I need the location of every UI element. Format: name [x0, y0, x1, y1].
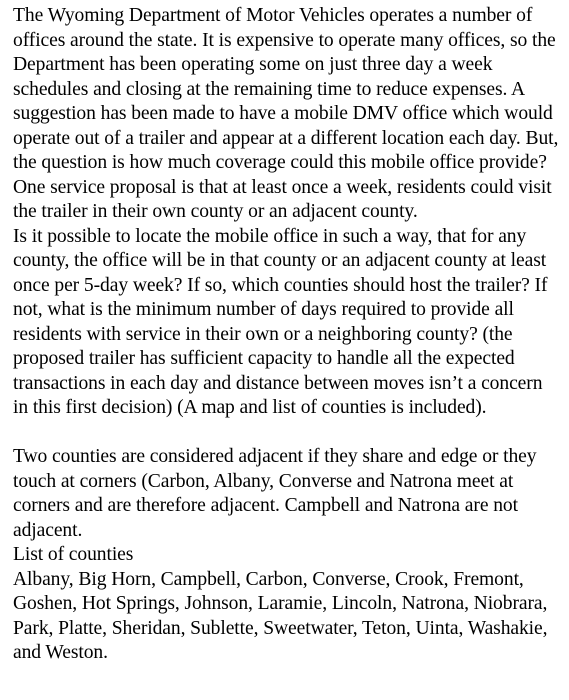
- adjacency-paragraph: Two counties are considered adjacent if they share and edge or they touch at corners (Carbon, Albany, Converse and Natrona meet at corners and are therefore adjacent. Campbell and Natrona are not adjacent.: [13, 446, 537, 541]
- question-paragraph: Is it possible to locate the mobile office in such a way, that for any county, the office will be in that county or an adjacent county at least once per 5-day week? If so, which counties should host the trailer? If not, what is the minimum number of days required to provide all residents with service in their own or a neighboring county? (the proposed trailer has sufficient capacity to handle all the expected transactions in each day and distance between moves isn’t a concern in this first decision) (A map and list of counties is included).: [13, 225, 548, 418]
- county-list-heading: List of counties: [13, 544, 134, 565]
- paragraph-gap: [13, 421, 559, 446]
- county-list: Albany, Big Horn, Campbell, Carbon, Converse, Crook, Fremont, Goshen, Hot Springs, Johnson, Laramie, Lincoln, Natrona, Niobrara, Park, Platte, Sheridan, Sublette, Sweetwater, Teton, Uinta, Washakie, and Weston.: [13, 568, 548, 663]
- intro-paragraph: The Wyoming Department of Motor Vehicles operates a number of offices around the state. It is expensive to operate many offices, so the Department has been operating some on just three day a week schedules and closing at the remaining time to reduce expenses. A suggestion has been made to have a mobile DMV office which would operate out of a trailer and appear at a different location each day. But, the question is how much coverage could this mobile office provide? One service proposal is that at least once a week, residents could visit the trailer in their own county or an adjacent county.: [13, 5, 559, 222]
